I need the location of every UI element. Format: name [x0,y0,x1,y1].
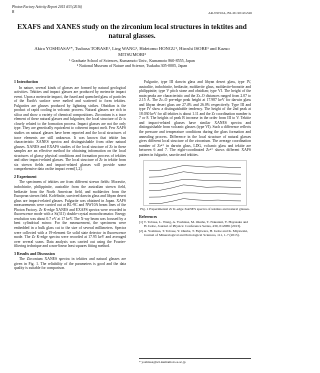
xanes-spectra-figure [143,160,247,206]
discussion-paragraph: Fulgurite, type III darwin glass and libyan desert glass, type IV, australite, indochinite, bediasite, moldavite glass, moldavite-bronzite and philippinite; type V pitch stone and obsidian; type VI. The height of the main peaks are characteristic and the Zr–O distances ranged from 2.07 to 2.15 Å. The Zr–O pre-edge peak height at 17.987 keV for darwin glass and libyan desert glass are 27.4% and 26.0% respectively. Type III and type IV show a distinguishable tendency. The height of the 2nd peak at 18.030 keV for all tektites is about 1.11 and the Zr coordination number is 7 or 8. The heights of peak B increase in the order from III to V. Tektite and impact-related glasses have similar XANES spectra and distinguishable from volcanic glasses (type VI). Such a difference reflects the pressure and temperature conditions during the glass formation and annealing process. Difference in the local structure of natural glasses gives different local structure of the zirconium. The average coordination number of Zr⁴⁺ in darwin glass, LDG, volcanic glass and tektite are between 6 and 7. The eight-coordinated Zr⁴⁺ shows different XAFS pattern in fulgurite, sauvite and tektites. [139,80,251,157]
reference-1: [1] T. Tobase, L. Wang, A. Yoshiasa, M. Okube, T. Nakatani, Y. Hayasaka and H. Isobe, Journal of Physics: Conference Series, 430, 012086 (2013). [139,220,249,229]
right-column [139,80,251,237]
author-list: Akira YOSHIASA¹*, Tsubasa TOBASE¹, Ling WANG¹, Hidetomo HONGU¹, Hiroshi ISOBE¹ and Kazuo MITSUMORI² [34,46,230,57]
left-column [14,80,126,271]
experiment-paragraph: The specimens of tektites are from different strewn fields: Moravite, indochinite, philippinite, australite from the australian strewn field, bediasite from the North American field, and moldavites from the European strewn field. Koféfinite, survived darwin glass and libyan desert glass are impact-related glasses. Fulgurite was obtained in Japan. XAFS measurements were carried out at BL-9C and NW10A beam lines of the Photon Factory. Zr K-edge XANES and EXAFS spectra were recorded in fluorescence mode with a Si(311) double-crystal monochromator. Energy resolution was about 0.7 eV at 17 keV. The X-ray beam was focused by a bent cylindrical mirror. For the measurement, the specimens were embedded in a bulk glass cut to the size of several millimeters. Spectra were collected with a 19-element Ge solid state detector in fluorescence mode. The Zr K-edge spectra were recorded at 17.95 keV and averaged over several scans. Data analysis was carried out using the Fourier-filtering technique and a non-linear least squares fitting method. [14,180,126,249]
section-heading-experiment: 2 Experiment [14,174,37,179]
affiliation-1: ¹ Graduate School of Sciences, Kumamoto Univ., Kumamoto 860-8555, Japan [69,58,195,63]
affiliations [22,59,242,69]
affiliation-2: ² National Museum of Nature and Science, Tsukuba 305-0005, Japan [76,62,188,68]
figure-caption: Fig. 1 Experimental Zr K-edge XANES spectra of tektites and natural glasses. [140,207,250,212]
section-heading-introduction: 1 Introduction [14,80,39,84]
report-id: AR-NW10A, BL-9C/2012G526 [208,11,252,15]
section-heading-references: References [139,214,158,219]
corresponding-email-footnote: * yoshiasa@sci.kumamoto-u.ac.jp [139,358,251,364]
section-heading-results: 3 Results and Discussion [14,251,55,256]
results-paragraph: The Zirconium XANES spectra in tektites and natural glasses are given in Fig. 1. The reliability of the parameters is good and the data quality is suitable for comparison. [14,257,126,271]
introduction-paragraph: In nature, several kinds of glasses are formed by natural geological activities. Tektites and impact glasses are produced by meteorite impact event. Upon a meteorite impact, the fused and quenched glass of particles of the Earth's surface were melted and scattered to form tektites. Fulgurites are glasses produced by lightning strikes. Obsidian is the product of rapid cooling in volcanic process. Natural glasses are rich in silica and show a variety of chemical compositions. Zirconium is a trace element of these natural glasses and fulgurites; the local structure of Zr is closely related to the formation process. Impact glasses are not the only type. They are genetically equivalent to coherent impact melt. Few XAFS studies on natural glasses have been reported and the local structures of trace elements are still unknown. It was known that tektite has characteristic XANES spectra and distinguishable from other natural glasses. XANES and EXAFS studies of the local structure of Zr in these samples are an effective method for obtaining information on the local structures of glassy physical conditions and formation process of tektites and other impact-related glasses. The local structure of Zr in tektite from six strewn fields and impact-related glasses will provide some comprehensive data on the impact event[1,2]. [14,85,126,172]
paper-title: EXAFS and XANES study on the zirconium local structures in tektites and natural glasses. [17,23,247,40]
journal-header: Photon Factory Activity Report 2015 #33 (2016) B [12,5,82,14]
reference-2: [2] A. Yoshiasa, T. Tobase, Y. Okube, T. Fujiwara, H. Isobe and K. Miyawaki, Journal of Mineralogical and Petrological Sciences, 111, 1-7 (2015). [139,228,248,238]
